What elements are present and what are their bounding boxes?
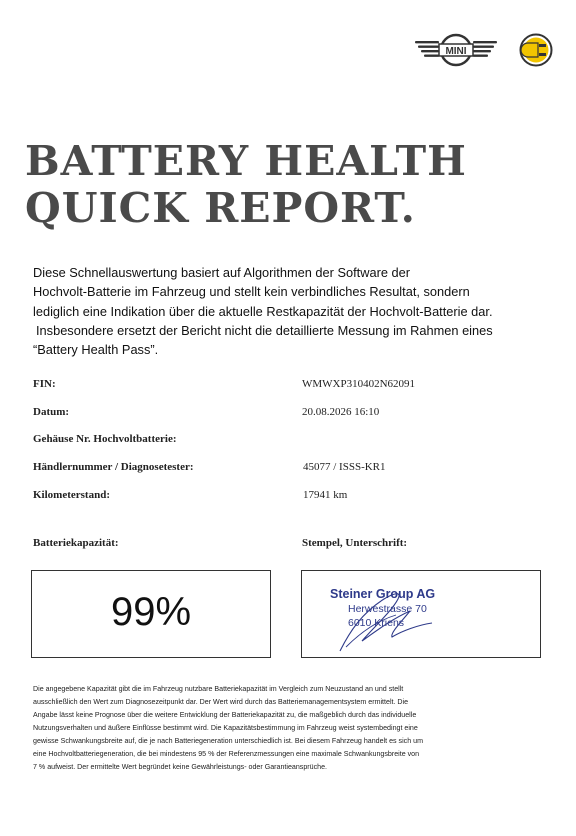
stamp-street: Herwestrasse 70 [348,603,427,615]
intro-line-4: Insbesondere ersetzt der Bericht nicht die detaillierte Messung im Rahmen eines [36,322,493,338]
footnote-line-6: eine Hochvoltbatteriegeneration, die bei mindestens 95 % der Referenzmessungen eine maximale Schwankungsbreite von [33,750,420,758]
footnote-line-2: ausschließlich den Wert zum Diagnosezeitpunkt dar. Der Wert wird durch das Batteriemanagementsystem ermittelt. Die [33,698,409,706]
disclaimer-footnote [33,683,553,774]
report-title [25,138,467,232]
report-title-line-2: QUICK REPORT. [25,184,416,232]
intro-paragraph [33,263,553,359]
kilometerstand-value: 17941 km [303,489,348,501]
gehaeuse-label: Gehäuse Nr. Hochvoltbatterie: [33,433,177,445]
mini-logo [413,33,499,67]
haendler-label: Händlernummer / Diagnosetester: [33,461,194,473]
report-title-line-1: BATTERY HEALTH [25,137,467,185]
intro-line-3: lediglich eine Indikation über die aktuelle Restkapazität der Hochvolt-Batterie dar. [33,303,493,319]
intro-line-2: Hochvolt-Batterie im Fahrzeug und stellt kein verbindliches Resultat, sondern [33,284,470,300]
capacity-value: 99% [110,590,192,634]
mini-logo-text: MINI [445,46,467,57]
footnote-line-5: gewisse Schwankungsbreite auf, die je nach Batteriegeneration unterschiedlich ist. Bei diesem Fahrzeug handelt es sich um [33,737,423,745]
stamp-box [301,570,541,658]
intro-line-5: “Battery Health Pass”. [33,342,159,358]
fin-value: WMWXP310402N62091 [302,378,416,390]
mini-electric-logo [519,33,553,67]
footnote-line-1: Die angegebene Kapazität gibt die im Fahrzeug nutzbare Batteriekapazität im Vergleich zum Neuzustand an und stellt [33,685,404,693]
footnote-line-4: Nutzungsverhalten und äußere Einflüsse bestimmt wird. Die Kapazitätsbestimmung im Fahrzeug weist systembedingt eine [33,724,418,732]
haendler-value: 45077 / ISSS-KR1 [303,461,386,473]
stamp-city: 6010 Kriens [348,617,405,629]
batteriekapazitaet-label: Batteriekapazität: [33,537,119,549]
stempel-label: Stempel, Unterschrift: [302,537,408,549]
fin-label: FIN: [33,378,56,390]
handwritten-signature [332,581,442,653]
kilometerstand-label: Kilometerstand: [33,489,110,501]
capacity-box [31,570,271,658]
datum-value: 20.08.2026 16:10 [302,406,380,418]
datum-label: Datum: [33,406,70,418]
footnote-line-7: 7 % aufweist. Der ermittelte Wert begründet keine Gewährleistungs- oder Garantieansprüche. [33,763,328,771]
stamp-company: Steiner Group AG [330,587,436,601]
intro-line-1: Diese Schnellauswertung basiert auf Algorithmen der Software der [33,265,411,280]
footnote-line-3: Angabe lässt keine Prognose über die weitere Entwicklung der Batteriekapazität zu, die maßgeblich durch das individuelle [33,711,417,719]
